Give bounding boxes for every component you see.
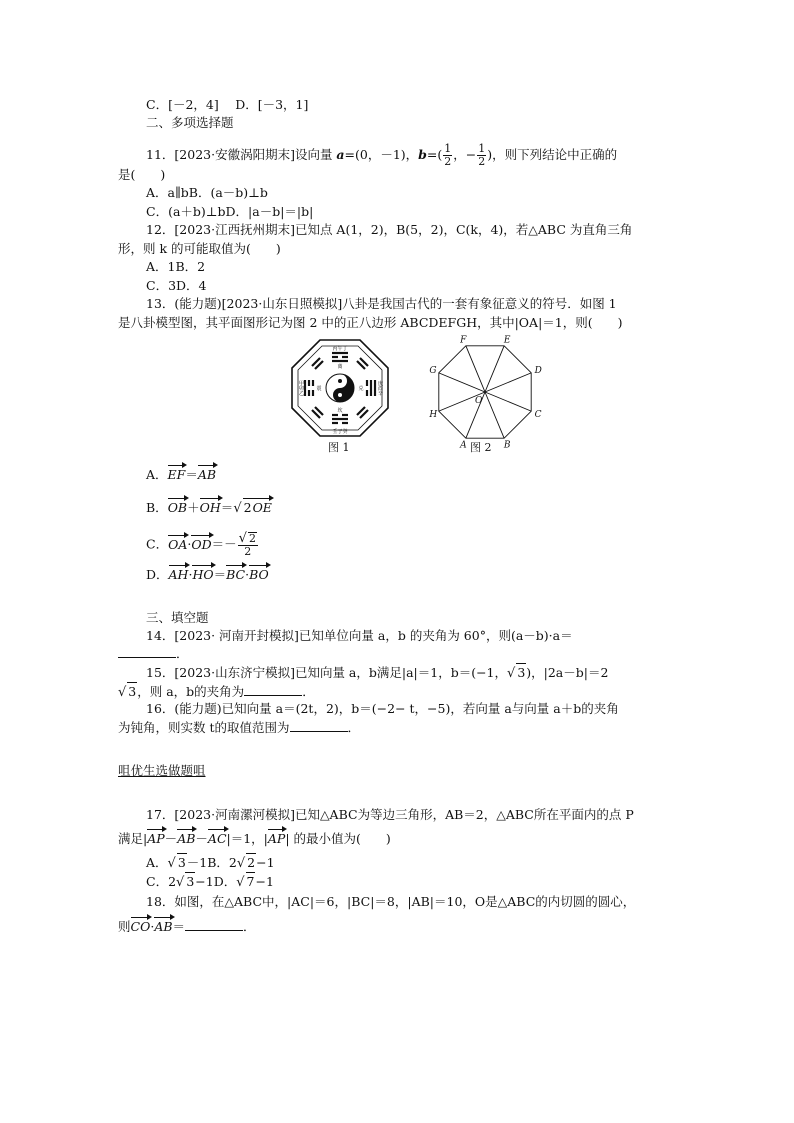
vertex-label-f: F bbox=[460, 335, 467, 346]
vertex-label-b: B bbox=[503, 440, 511, 450]
q10-options-cd: C．[－2，4] D．[－3，1] bbox=[146, 97, 309, 112]
q13-option-c: C．OA·OD＝－ $\frac{√ 2}{2}$ bbox=[146, 531, 256, 558]
q15-answer-blank[interactable] bbox=[244, 683, 302, 696]
q12-stem: 12．[2023·江西抚州期末]已知点 A(1，2)，B(5，2)，C(k，4)，若△ABC 为直角三角 bbox=[146, 222, 633, 237]
q16-answer-blank[interactable] bbox=[290, 719, 348, 732]
center-label-o: O bbox=[475, 396, 483, 406]
bagua-inner-bottom: 坎 bbox=[337, 408, 343, 414]
vertex-label-e: E bbox=[503, 335, 511, 346]
q18-answer-blank[interactable] bbox=[185, 918, 243, 931]
q13-option-b: B．OB＋OH＝√ 2OE bbox=[146, 500, 272, 516]
q14-answer-blank[interactable] bbox=[118, 645, 176, 658]
yin-yang-icon bbox=[326, 374, 354, 402]
q12-options-cd: C．3D．4 bbox=[146, 278, 207, 293]
q18-stem: 18．如图，在△ABC中，|AC|＝6，|BC|＝8，|AB|＝10，O是△ABC的内切圆的圆心， bbox=[146, 894, 636, 909]
bagua-label-bottom: 壬子癸 bbox=[332, 429, 348, 435]
q16-stem: 16．(能力题)已知向量 a＝(2t，2)，b＝(−2− t，−5)，若向量 a与向量 a＋b的夹角 bbox=[146, 701, 619, 716]
section-optional-heading: 咀优生选做题咀 bbox=[118, 763, 206, 778]
q15-stem-cont: √ 3，则 a，b的夹角为 ． bbox=[118, 684, 315, 700]
vertex-label-c: C bbox=[534, 409, 542, 420]
q11-stem: 11．[2023·安徽涡阳期末]设向量 a=(0，－1)，b=( $\frac{1}{2}$ ，− $\frac{1}{2}$ )，则下列结论中正确的 bbox=[146, 142, 618, 168]
q11-options-cd: C．(a＋b)⊥bD．|a－b|＝|b| bbox=[146, 204, 314, 219]
bagua-label-right: 庚酉辛 bbox=[377, 380, 383, 396]
bagua-inner-top: 离 bbox=[337, 364, 343, 370]
q11-stem-cont: 是( ) bbox=[118, 167, 166, 182]
octagon-figure bbox=[420, 332, 550, 450]
section-fill-in: 三、填空题 bbox=[146, 610, 209, 625]
q13-option-d: D．AH·HO＝BC·BO bbox=[146, 567, 269, 582]
bagua-inner-left: 震 bbox=[316, 386, 322, 392]
q17-options-ab: A．√ 3－1B．2√ 2−1 bbox=[146, 855, 275, 871]
bagua-figure bbox=[290, 338, 390, 438]
q14-stem: 14．[2023· 河南开封模拟]已知单位向量 a，b 的夹角为 60°，则(a－b)·a＝ bbox=[146, 628, 573, 643]
q17-stem-cont: 满足|AP－AB－AC|＝1，|AP| 的最小值为( ) bbox=[118, 831, 391, 846]
q12-stem-cont: 形，则 k 的可能取值为( ) bbox=[118, 241, 281, 256]
q17-stem: 17．[2023·河南漯河模拟]已知△ABC为等边三角形，AB＝2，△ABC所在平面内的点 P bbox=[146, 807, 634, 822]
q15-stem: 15．[2023·山东济宁模拟]已知向量 a，b满足|a|＝1，b＝(−1，√ 3)，|2a－b|＝2 bbox=[146, 665, 609, 681]
q11-options-ab: A．a∥bB．(a－b)⊥b bbox=[146, 185, 268, 200]
q18-stem-cont: 则CO·AB＝ ． bbox=[118, 919, 256, 934]
q13-option-a: A．EF＝AB bbox=[146, 467, 217, 482]
bagua-label-left: 甲卯乙 bbox=[298, 380, 304, 396]
section-multiple-choice: 二、多项选择题 bbox=[146, 115, 234, 130]
q12-options-ab: A．1B．2 bbox=[146, 259, 206, 274]
q13-stem: 13．(能力题)[2023·山东日照模拟]八卦是我国古代的一套有象征意义的符号．如图 1 bbox=[146, 296, 617, 311]
vertex-label-h: H bbox=[429, 409, 438, 420]
vertex-label-g: G bbox=[429, 366, 437, 377]
bagua-label-top: 丙午丁 bbox=[332, 346, 348, 352]
q17-options-cd: C．2√ 3−1D．√ 7−1 bbox=[146, 874, 274, 890]
q13-stem-cont: 是八卦模型图，其平面图形记为图 2 中的正八边形 ABCDEFGH，其中|OA|＝1，则( ) bbox=[118, 315, 623, 330]
q14-blank-line: ． bbox=[118, 645, 189, 663]
figure2-caption: 图 2 bbox=[470, 441, 492, 454]
figure1-caption: 图 1 bbox=[328, 441, 350, 454]
vertex-label-a: A bbox=[460, 440, 467, 450]
vertex-label-d: D bbox=[534, 366, 542, 377]
q16-stem-cont: 为钝角，则实数 t的取值范围为 ． bbox=[118, 720, 361, 735]
bagua-inner-right: 兑 bbox=[358, 386, 364, 392]
